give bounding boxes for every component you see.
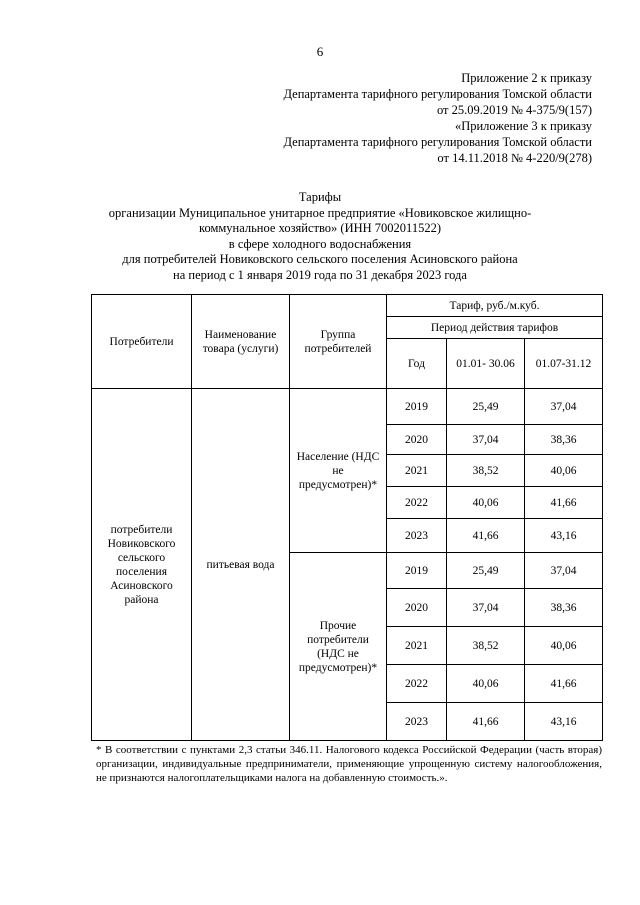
- appendix-header: [283, 70, 592, 166]
- tariff-table: [91, 294, 603, 741]
- year-cell: 2023: [387, 703, 447, 741]
- title-line: для потребителей Новиковского сельского поселения Асиновского района: [122, 252, 518, 266]
- tariff-h2-cell: 38,36: [525, 425, 603, 455]
- group-population: Население (НДС не предусмотрен)*: [290, 389, 387, 553]
- tariff-h2-cell: 37,04: [525, 553, 603, 589]
- header-tariff: Тариф, руб./м.куб.: [387, 295, 603, 317]
- tariff-h1-cell: 25,49: [447, 389, 525, 425]
- header-second-half: 01.07-31.12: [525, 339, 603, 389]
- year-cell: 2022: [387, 487, 447, 519]
- tariff-h1-cell: 40,06: [447, 665, 525, 703]
- tariff-h1-cell: 38,52: [447, 627, 525, 665]
- tariff-h2-cell: 38,36: [525, 589, 603, 627]
- appendix-line: «Приложение 3 к приказу: [454, 119, 592, 133]
- tariff-h2-cell: 43,16: [525, 703, 603, 741]
- header-period: Период действия тарифов: [387, 317, 603, 339]
- tariff-h2-cell: 41,66: [525, 487, 603, 519]
- appendix-line: Департамента тарифного регулирования Томской области: [283, 87, 592, 101]
- year-cell: 2021: [387, 627, 447, 665]
- appendix-line: от 25.09.2019 № 4-375/9(157): [436, 103, 592, 117]
- year-cell: 2019: [387, 389, 447, 425]
- document-title: [60, 190, 580, 283]
- footnote: * В соответствии с пунктами 2,3 статьи 346.11. Налогового кодекса Российской Федерации (часть вторая) организации, индивидуальные предприниматели, применяющие упрощенную систему налогообложения, не признаются налогоплательщиками налога на добавленную стоимость.».: [96, 744, 602, 784]
- title-line: в сфере холодного водоснабжения: [228, 236, 412, 251]
- header-group: Группа потребителей: [290, 295, 387, 389]
- tariff-h1-cell: 37,04: [447, 589, 525, 627]
- tariff-h2-cell: 37,04: [525, 389, 603, 425]
- title-line: коммунальное хозяйство» (ИНН 7002011522): [199, 221, 441, 235]
- header-product: Наименование товара (услуги): [192, 295, 290, 389]
- tariff-h2-cell: 41,66: [525, 665, 603, 703]
- tariff-h1-cell: 41,66: [447, 703, 525, 741]
- group-other-consumers: Прочие потребители (НДС не предусмотрен)*: [290, 553, 387, 741]
- tariff-h1-cell: 25,49: [447, 553, 525, 589]
- page-number: 6: [316, 44, 324, 59]
- title-line: на период с 1 января 2019 года по 31 декабря 2023 года: [173, 267, 467, 282]
- appendix-line: от 14.11.2018 № 4-220/9(278): [437, 151, 592, 165]
- tariff-h2-cell: 40,06: [525, 627, 603, 665]
- header-consumers: Потребители: [92, 295, 192, 389]
- year-cell: 2022: [387, 665, 447, 703]
- tariff-h2-cell: 40,06: [525, 455, 603, 487]
- product-cell: питьевая вода: [192, 389, 290, 741]
- tariff-h1-cell: 40,06: [447, 487, 525, 519]
- year-cell: 2019: [387, 553, 447, 589]
- tariff-h2-cell: 43,16: [525, 519, 603, 553]
- tariff-h1-cell: 37,04: [447, 425, 525, 455]
- year-cell: 2020: [387, 589, 447, 627]
- year-cell: 2021: [387, 455, 447, 487]
- year-cell: 2023: [387, 519, 447, 553]
- header-year: Год: [387, 339, 447, 389]
- title-line: организации Муниципальное унитарное предприятие «Новиковское жилищно-: [108, 205, 532, 220]
- consumers-cell: потребители Новиковского сельского поселения Асиновского района: [92, 389, 192, 741]
- year-cell: 2020: [387, 425, 447, 455]
- tariff-h1-cell: 38,52: [447, 455, 525, 487]
- appendix-line: Департамента тарифного регулирования Томской области: [283, 135, 592, 149]
- tariff-h1-cell: 41,66: [447, 519, 525, 553]
- header-first-half: 01.01- 30.06: [447, 339, 525, 389]
- appendix-line: Приложение 2 к приказу: [461, 71, 592, 85]
- title-line: Тарифы: [298, 190, 342, 204]
